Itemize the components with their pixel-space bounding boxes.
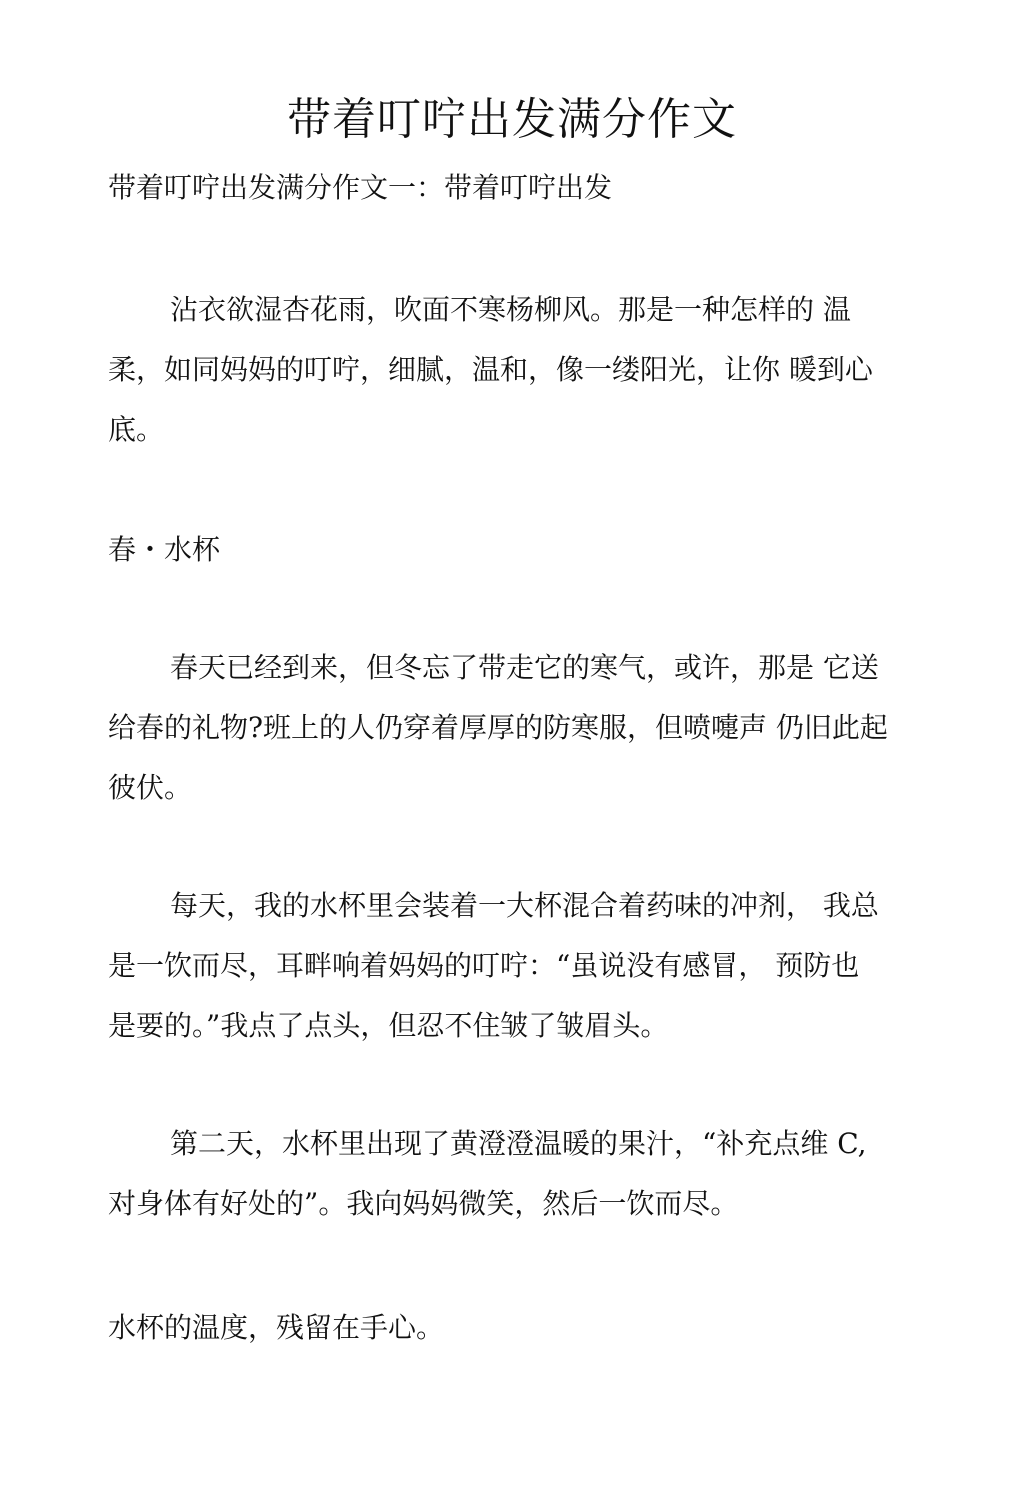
- section-heading: 春・水杯: [108, 533, 221, 566]
- paragraph-line: 沾衣欲湿杏花雨，吹面不寒杨柳风。那是一种怎样的 温: [170, 293, 851, 326]
- paragraph-line: 底。: [108, 413, 165, 446]
- paragraph-line: 柔，如同妈妈的叮咛，细腻，温和，像一缕阳光，让你 暖到心: [108, 353, 873, 386]
- paragraph-line: 彼伏。: [108, 771, 193, 804]
- paragraph-line: 第二天，水杯里出现了黄澄澄温暖的果汁，“补充点维 C,: [170, 1127, 867, 1160]
- paragraph-line: 是一饮而尽，耳畔响着妈妈的叮咛：“虽说没有感冒， 预防也: [108, 949, 860, 982]
- paragraph-line: 给春的礼物?班上的人仍穿着厚厚的防寒服，但喷嚏声 仍旧此起: [108, 711, 888, 744]
- paragraph-line: 每天，我的水杯里会装着一大杯混合着药味的冲剂， 我总: [170, 889, 879, 922]
- paragraph-line: 对身体有好处的”。我向妈妈微笑，然后一饮而尽。: [108, 1187, 739, 1220]
- paragraph-line: 水杯的温度，残留在手心。: [108, 1311, 445, 1344]
- subtitle: 带着叮咛出发满分作文一：带着叮咛出发: [108, 171, 613, 204]
- page-title: 带着叮咛出发满分作文: [287, 94, 737, 145]
- paragraph-line: 是要的。”我点了点头，但忍不住皱了皱眉头。: [108, 1009, 669, 1042]
- paragraph-line: 春天已经到来，但冬忘了带走它的寒气，或许，那是 它送: [170, 651, 879, 684]
